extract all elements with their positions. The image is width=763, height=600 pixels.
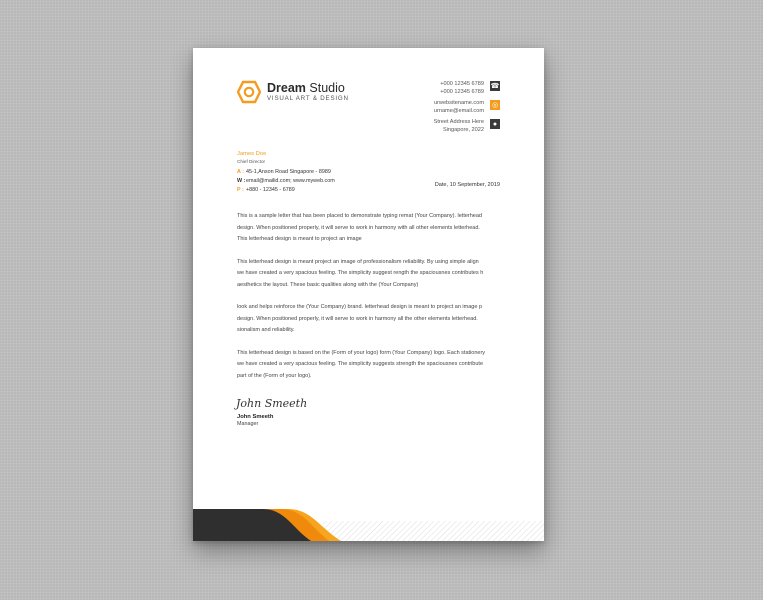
email: urname@email.com: [433, 108, 484, 114]
body-line: This letterhead design is meant to project an image: [237, 236, 362, 242]
company-logo: [237, 80, 349, 104]
hexagon-logo-icon: [237, 80, 261, 104]
letter-body: [237, 211, 502, 393]
brand-tagline: VISUAL ART & DESIGN: [267, 95, 349, 103]
address-line-2: Singapore, 2022: [442, 127, 484, 133]
body-line: part of the (Form of your logo).: [237, 372, 312, 379]
body-line: we have created a very spacious feeling. The simplicity suggests strength the spaciousnes contribute: [237, 361, 484, 367]
globe-icon: ◎: [491, 102, 499, 109]
phone-1: +000 12345 6789: [440, 81, 484, 87]
paragraph-4: [237, 348, 502, 383]
recipient-block: [237, 150, 335, 195]
recipient-address: A : 45-1,Anson Road Singapore - 8989: [237, 169, 331, 175]
footer-swoosh-decoration: [193, 507, 544, 541]
body-line: aesthetics the layout. These basic qualities along with the (Your Company): [237, 281, 419, 288]
body-line: This is a sample letter that has been placed to demonstrate typing remat (Your Company). letterhead: [237, 213, 482, 219]
website: urwebsitename.com: [433, 100, 484, 106]
brand-name: Dream Studio: [267, 80, 345, 95]
recipient-web: W :email@mailid.com; www.myweb.com: [237, 178, 335, 184]
handwritten-signature: John Smeeth: [236, 397, 308, 410]
letterhead-page: [193, 48, 544, 541]
recipient-name: James Doe: [237, 151, 267, 157]
body-line: This letterhead design is meant project an image of professionalism reliability. By using simple align: [237, 258, 479, 265]
signer-role: Manager: [237, 421, 259, 427]
body-line: design. When positioned properly, it will serve to work in harmony with all other elements letterhead.: [237, 224, 480, 231]
letter-date: Date, 10 September, 2019: [434, 182, 500, 188]
location-pin-icon: ●: [490, 119, 500, 129]
phone-2: +000 12345 6789: [440, 89, 484, 95]
body-line: look and helps reinforce the (Your Company) brand. letterhead design is meant to project an image p: [237, 304, 482, 310]
signer-name: John Smeeth: [237, 414, 274, 420]
body-line: design. When positioned properly, it will serve to work in harmony all the other elements letterhead.: [237, 315, 478, 322]
paragraph-2: [237, 257, 502, 292]
address-line-1: Street Address Here: [433, 119, 484, 125]
paragraph-3: [237, 302, 502, 337]
body-line: we have created a very spacious feeling. The simplicity suggest rength the spaciousnes contributes h: [237, 270, 484, 276]
body-line: sionalism and reliability.: [237, 327, 295, 333]
phone-icon: ☎: [490, 83, 500, 90]
recipient-title: Chief Director: [237, 159, 266, 164]
contact-block: [434, 80, 500, 137]
paragraph-1: [237, 211, 502, 246]
recipient-phone: P : +880 - 12345 - 6789: [237, 187, 295, 193]
body-line: This letterhead design is based on the (Form of your logo) form (Your Company) logo. Each stationery: [237, 349, 486, 356]
